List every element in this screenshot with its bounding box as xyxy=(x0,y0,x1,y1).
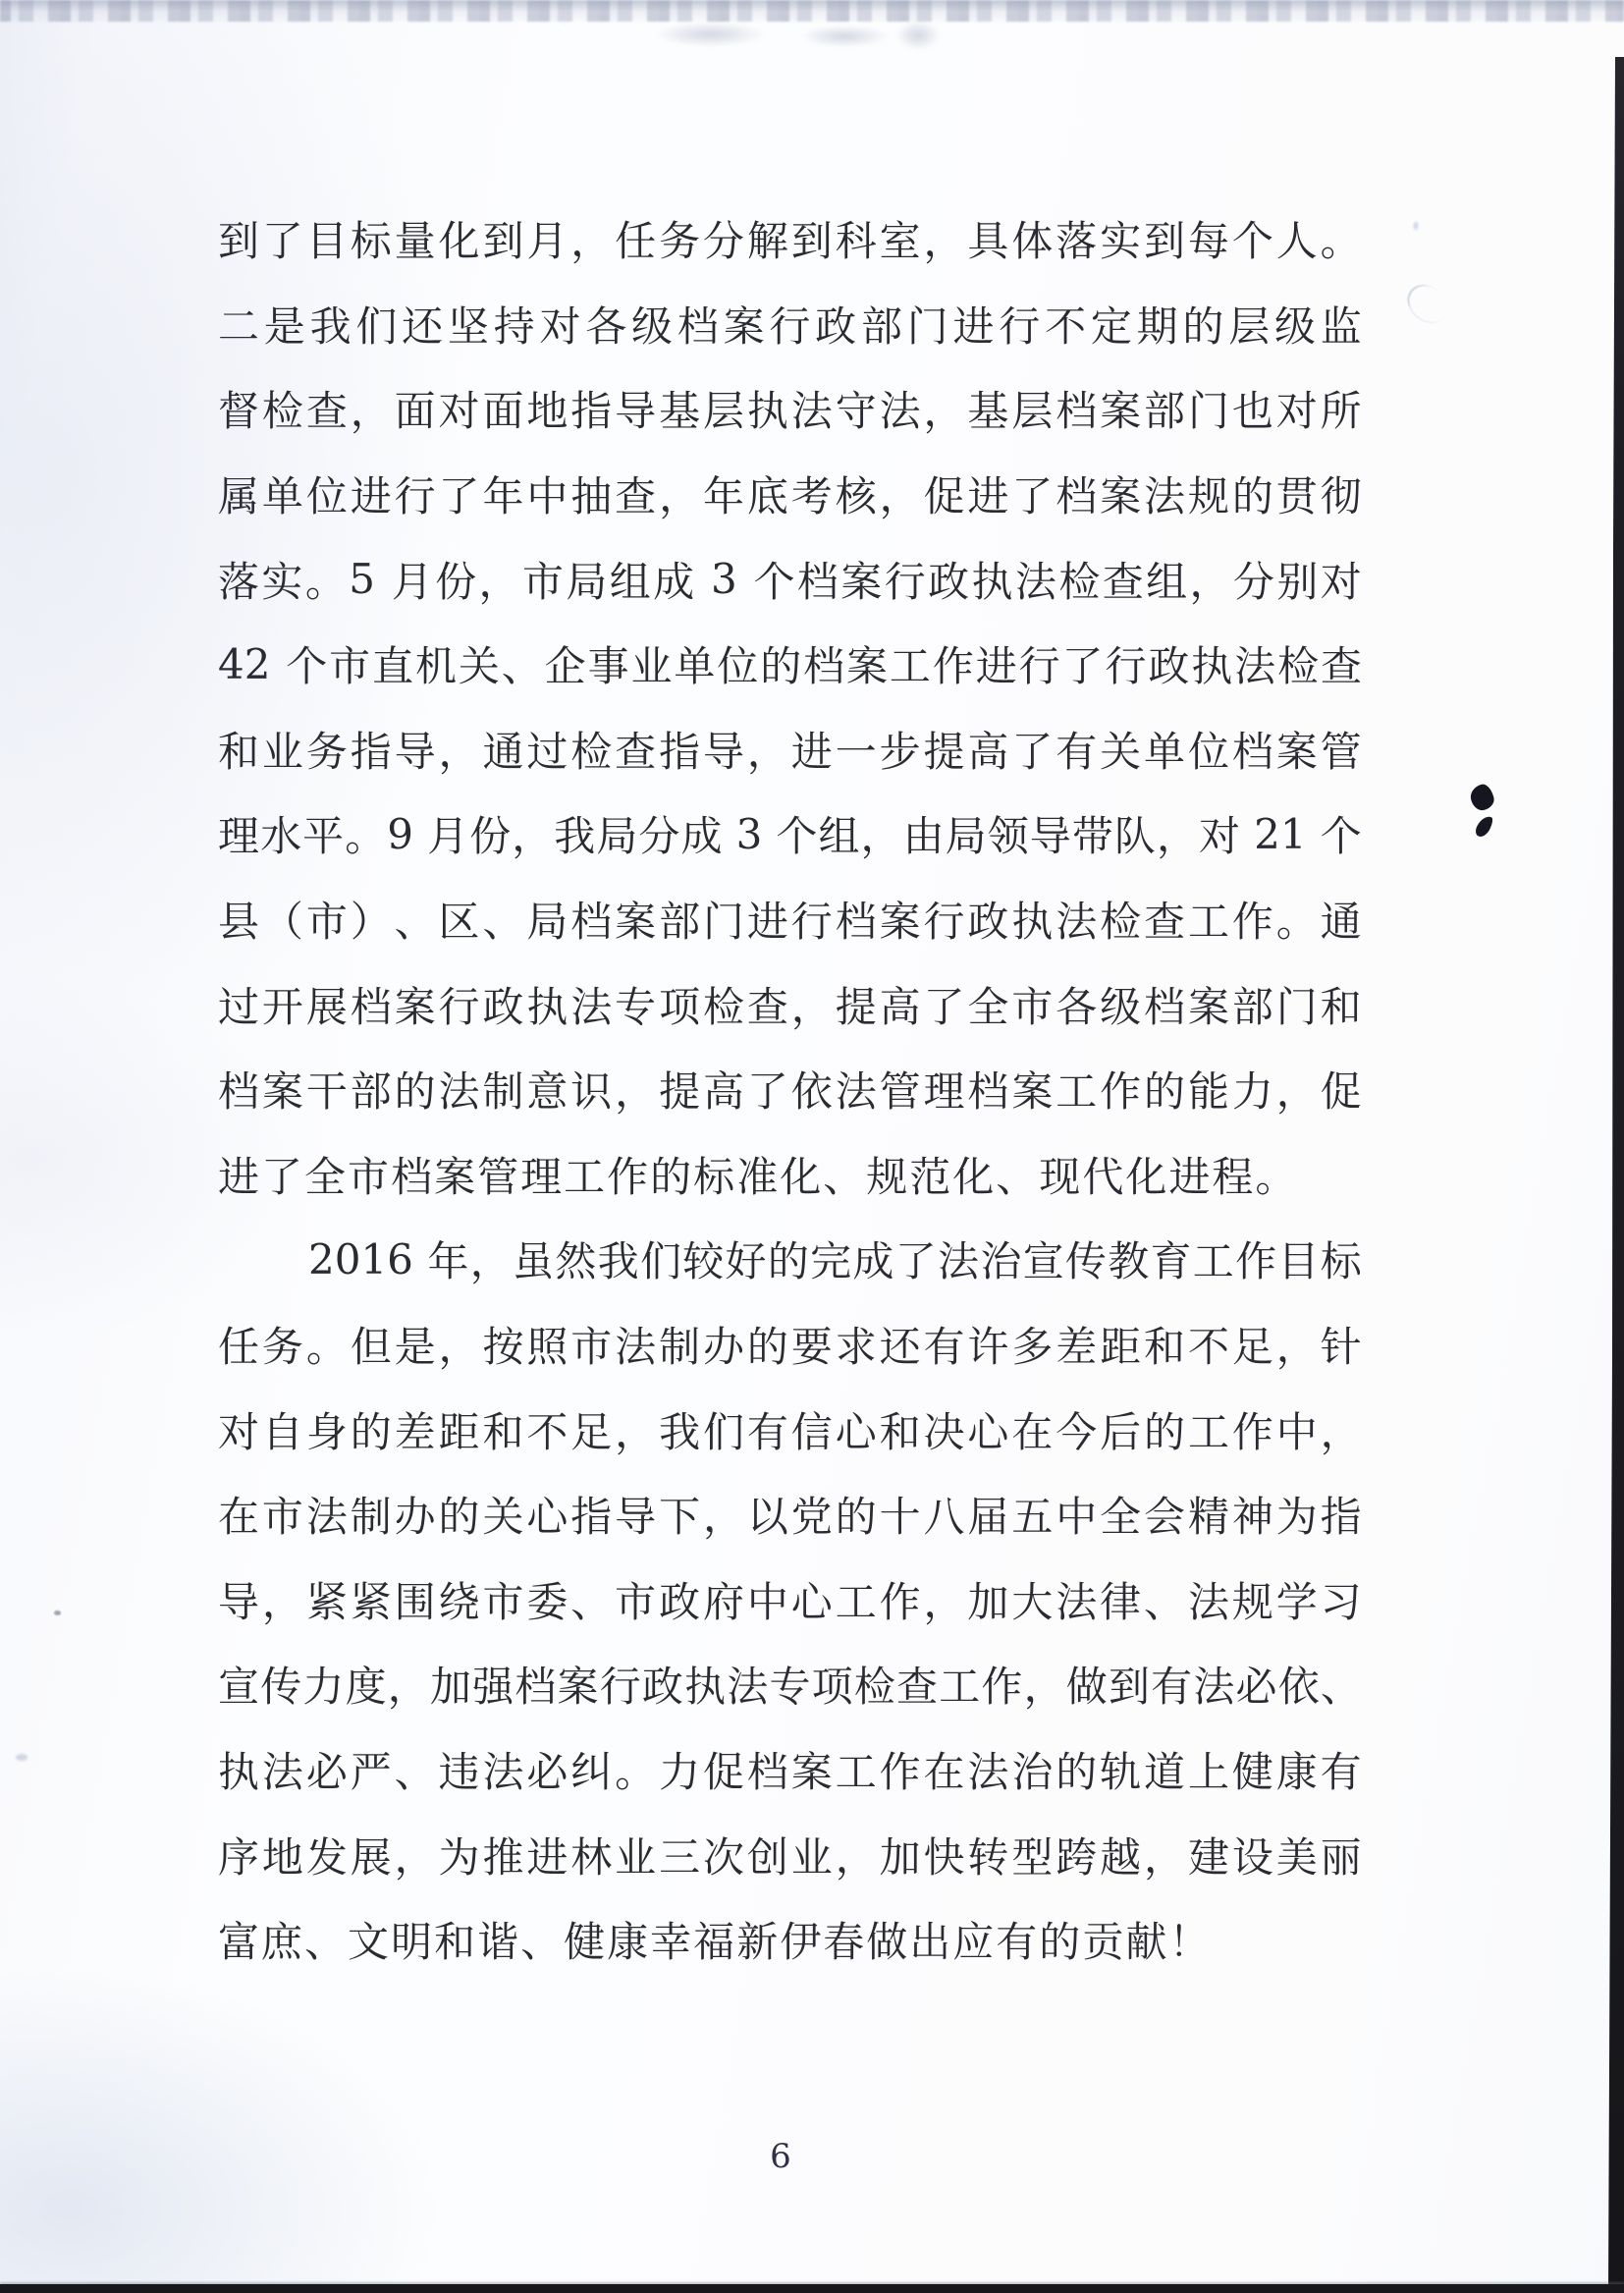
text-line: 宣 传 力 度 ， 加 强 档 案 行 政 执 法 专 项 检 查 工 作 ， 做 到 有 法 必 依 、 xyxy=(218,1663,1362,1712)
text-line: 理 水 平 。 9 月 份 ， 我 局 分 成 3 个 组 ， 由 局 领 导 带 队 ， 对 21 个 xyxy=(218,809,1362,861)
text-line: 督 检 查 ， 面 对 面 地 指 导 基 层 执 法 守 法 ， 基 层 档 案 部 门 也 对 所 xyxy=(218,387,1362,436)
text-line: 2016 年 ， 虽 然 我 们 较 好 的 完 成 了 法 治 宣 传 教 育 工 作 目 标 xyxy=(308,1234,1362,1286)
text-line: 进 了 全 市 档 案 管 理 工 作 的 标 准 化 、 规 范 化 、 现 代 化 进 程 。 xyxy=(218,1152,1297,1201)
text-line: 导 ， 紧 紧 围 绕 市 委 、 市 政 府 中 心 工 作 ， 加 大 法 律 、 法 规 学 习 xyxy=(218,1577,1362,1626)
text-line: 序 地 发 展 ， 为 推 进 林 业 三 次 创 业 ， 加 快 转 型 跨 越 ， 建 设 美 丽 xyxy=(218,1832,1362,1882)
text-line: 过 开 展 档 案 行 政 执 法 专 项 检 查 ， 提 高 了 全 市 各 级 档 案 部 门 和 xyxy=(218,982,1362,1031)
faint-smudge xyxy=(636,18,784,51)
page-number: 6 xyxy=(770,2137,791,2176)
text-line: 属 单 位 进 行 了 年 中 抽 查 ， 年 底 考 核 ， 促 进 了 档 案 法 规 的 贯 彻 xyxy=(218,472,1362,521)
text-line: 任 务 。 但 是 ， 按 照 市 法 制 办 的 要 求 还 有 许 多 差 距 和 不 足 ， 针 xyxy=(218,1323,1362,1372)
faint-smudge xyxy=(889,16,947,55)
text-line: 执 法 必 严 、 违 法 必 纠 。 力 促 档 案 工 作 在 法 治 的 轨 道 上 健 康 有 xyxy=(218,1747,1362,1796)
text-line: 富 庶 、 文 明 和 谐 、 健 康 幸 福 新 伊 春 做 出 应 有 的 贡 献 ！ xyxy=(218,1918,1211,1967)
faint-pen-ghost-mark xyxy=(1400,277,1455,331)
text-line: 42 个 市 直 机 关 、 企 事 业 单 位 的 档 案 工 作 进 行 了 行 政 执 法 检 查 xyxy=(218,639,1362,691)
scanner-noise-band xyxy=(0,0,1624,22)
scan-edge-bar-right xyxy=(1608,57,1624,2293)
text-line: 档 案 干 部 的 法 制 意 识 ， 提 高 了 依 法 管 理 档 案 工 作 的 能 力 ， 促 xyxy=(218,1067,1362,1117)
text-line: 二 是 我 们 还 坚 持 对 各 级 档 案 行 政 部 门 进 行 不 定 期 的 层 级 监 xyxy=(218,301,1362,351)
stray-speck xyxy=(54,1611,61,1615)
text-line: 和 业 务 指 导 ， 通 过 检 查 指 导 ， 进 一 步 提 高 了 有 关 单 位 档 案 管 xyxy=(218,727,1362,776)
text-line: 到 了 目 标 量 化 到 月 ， 任 务 分 解 到 科 室 ， 具 体 落 实 到 每 个 人 。 xyxy=(218,217,1362,266)
text-line: 在 市 法 制 办 的 关 心 指 导 下 ， 以 党 的 十 八 届 五 中 全 会 精 神 为 指 xyxy=(218,1493,1362,1542)
text-block xyxy=(218,196,1362,1982)
ink-blot xyxy=(1468,783,1496,813)
scan-edge-bar-bottom xyxy=(0,2284,1624,2293)
faint-smudge xyxy=(785,22,903,51)
text-line: 县 （ 市 ） 、 区 、 局 档 案 部 门 进 行 档 案 行 政 执 法 检 查 工 作 。 通 xyxy=(218,898,1362,947)
text-line: 落 实 。 5 月 份 ， 市 局 组 成 3 个 档 案 行 政 执 法 检 查 组 ， 分 别 对 xyxy=(218,555,1362,606)
faint-pen-speck xyxy=(1412,220,1420,232)
stray-speck xyxy=(16,1754,27,1761)
ink-blot xyxy=(1474,813,1495,839)
text-line: 对 自 身 的 差 距 和 不 足 ， 我 们 有 信 心 和 决 心 在 今 后 的 工 作 中 ， xyxy=(218,1407,1362,1456)
